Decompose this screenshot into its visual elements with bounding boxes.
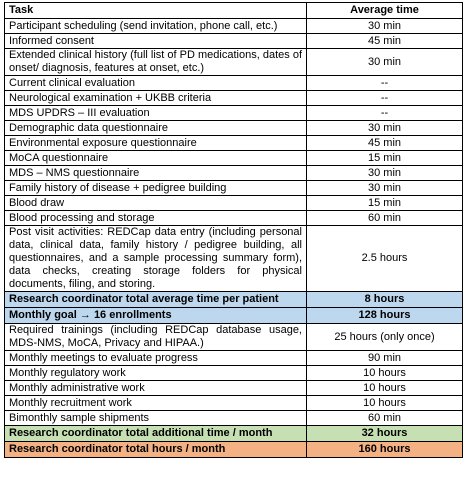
time-cell: 160 hours bbox=[307, 442, 463, 458]
time-cell: 128 hours bbox=[307, 308, 463, 324]
time-cell: 25 hours (only once) bbox=[307, 324, 463, 351]
task-cell: Blood processing and storage bbox=[5, 211, 307, 226]
table-row bbox=[5, 34, 463, 49]
time-cell: 30 min bbox=[307, 121, 463, 136]
total-additional-time-row bbox=[5, 426, 463, 442]
time-cell: 30 min bbox=[307, 181, 463, 196]
table-row bbox=[5, 151, 463, 166]
time-cell: 15 min bbox=[307, 196, 463, 211]
task-cell: MDS – NMS questionnaire bbox=[5, 166, 307, 181]
task-column-header: Task bbox=[5, 3, 307, 19]
table-row bbox=[5, 121, 463, 136]
task-cell: Participant scheduling (send invitation, phone call, etc.) bbox=[5, 19, 307, 34]
time-cell: 30 min bbox=[307, 166, 463, 181]
time-cell: 45 min bbox=[307, 136, 463, 151]
monthly-goal-row bbox=[5, 308, 463, 324]
table-row bbox=[5, 351, 463, 366]
time-cell: 60 min bbox=[307, 411, 463, 426]
table-header-row bbox=[5, 3, 463, 19]
time-cell: 10 hours bbox=[307, 396, 463, 411]
time-cell: -- bbox=[307, 91, 463, 106]
time-cell: 2.5 hours bbox=[307, 226, 463, 292]
task-cell: Monthly regulatory work bbox=[5, 366, 307, 381]
task-cell: Research coordinator total additional time / month bbox=[5, 426, 307, 442]
task-cell: Environmental exposure questionnaire bbox=[5, 136, 307, 151]
table-row bbox=[5, 136, 463, 151]
time-cell: 90 min bbox=[307, 351, 463, 366]
time-cell: 30 min bbox=[307, 19, 463, 34]
task-cell: Current clinical evaluation bbox=[5, 76, 307, 91]
time-cell: 8 hours bbox=[307, 292, 463, 308]
task-cell: MDS UPDRS – III evaluation bbox=[5, 106, 307, 121]
table-row bbox=[5, 166, 463, 181]
time-cell: 45 min bbox=[307, 34, 463, 49]
time-cell: -- bbox=[307, 76, 463, 91]
task-cell: Research coordinator total average time per patient bbox=[5, 292, 307, 308]
table-row bbox=[5, 106, 463, 121]
time-cell: 10 hours bbox=[307, 366, 463, 381]
table-row bbox=[5, 19, 463, 34]
task-time-table bbox=[4, 2, 463, 458]
time-cell: 30 min bbox=[307, 49, 463, 76]
task-cell: Extended clinical history (full list of PD medications, dates of onset/ diagnosis, features at onset, etc.) bbox=[5, 49, 307, 76]
task-cell: Informed consent bbox=[5, 34, 307, 49]
table-row bbox=[5, 411, 463, 426]
task-cell: Blood draw bbox=[5, 196, 307, 211]
table-row bbox=[5, 91, 463, 106]
task-cell: Required trainings (including REDCap database usage, MDS-NMS, MoCA, Privacy and HIPAA.) bbox=[5, 324, 307, 351]
task-cell: Monthly meetings to evaluate progress bbox=[5, 351, 307, 366]
table-row bbox=[5, 324, 463, 351]
table-row bbox=[5, 49, 463, 76]
task-cell: Monthly goal → 16 enrollments bbox=[5, 308, 307, 324]
task-cell: Family history of disease + pedigree building bbox=[5, 181, 307, 196]
task-cell: Research coordinator total hours / month bbox=[5, 442, 307, 458]
task-cell: Monthly recruitment work bbox=[5, 396, 307, 411]
task-cell: Bimonthly sample shipments bbox=[5, 411, 307, 426]
task-cell: Monthly administrative work bbox=[5, 381, 307, 396]
table-row bbox=[5, 196, 463, 211]
time-cell: 60 min bbox=[307, 211, 463, 226]
table-row bbox=[5, 366, 463, 381]
total-hours-per-month-row bbox=[5, 442, 463, 458]
table-row bbox=[5, 226, 463, 292]
table-row bbox=[5, 181, 463, 196]
time-cell: -- bbox=[307, 106, 463, 121]
task-cell: Demographic data questionnaire bbox=[5, 121, 307, 136]
task-cell: MoCA questionnaire bbox=[5, 151, 307, 166]
table-row bbox=[5, 76, 463, 91]
total-time-per-patient-row bbox=[5, 292, 463, 308]
table-row bbox=[5, 396, 463, 411]
time-cell: 32 hours bbox=[307, 426, 463, 442]
table-row bbox=[5, 381, 463, 396]
table-row bbox=[5, 211, 463, 226]
task-cell: Post visit activities: REDCap data entry (including personal data, clinical data, family history / pedigree building, all questionnaires, and a sample processing summary form), data checks, creating storage folders for physical documents, filing, and storing. bbox=[5, 226, 307, 292]
time-cell: 10 hours bbox=[307, 381, 463, 396]
time-cell: 15 min bbox=[307, 151, 463, 166]
average-time-column-header: Average time bbox=[307, 3, 463, 19]
task-cell: Neurological examination + UKBB criteria bbox=[5, 91, 307, 106]
